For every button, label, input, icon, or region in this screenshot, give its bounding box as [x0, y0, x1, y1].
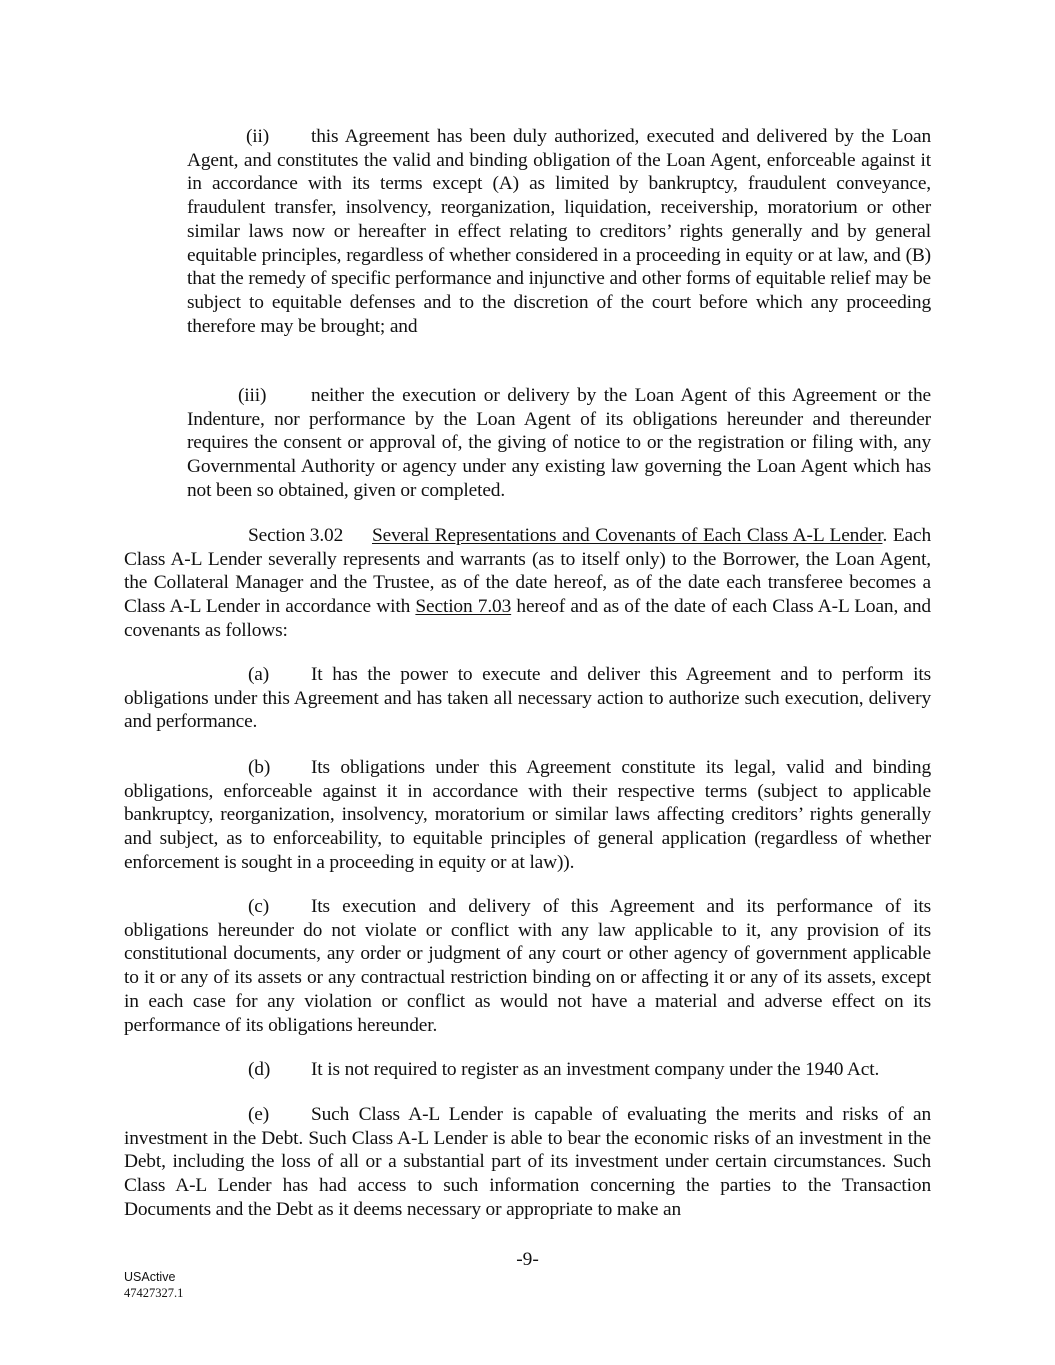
clause-text: Its execution and delivery of this Agreement and its performance of its obligations hereunder do not violate or conflict with any law applicable to it, any provision of its constitutional documents, any order or judgment of any court or other agency of government applicable to it or any of its assets or any contractual restriction binding on or affecting it or any of its assets, except in each case for any violation or conflict as would not have a material and adverse effect on its performance of its obligations hereunder. [124, 896, 931, 1036]
section-number: Section 3.02 [248, 525, 344, 546]
clause-a [124, 663, 931, 734]
clause-text: It has the power to execute and deliver this Agreement and to perform its obligations under this Agreement and has taken all necessary action to authorize such execution, delivery and performance. [124, 664, 931, 733]
clause-text: It is not required to register as an investment company under the 1940 Act. [311, 1059, 880, 1080]
clause-ii [187, 125, 931, 338]
section-3-02 [124, 524, 931, 643]
section-heading: Several Representations and Covenants of Each Class A-L Lender [372, 525, 883, 546]
clause-text: Its obligations under this Agreement constitute its legal, valid and binding obligations, enforceable against it in accordance with their respective terms (subject to applicable bankruptcy, reorganization, insolvency, moratorium or similar laws affecting creditors’ rights generally and subject, as to enforceability, to equitable principles of general application (regardless of whether enforcement is sought in a proceeding in equity or at law)). [124, 757, 931, 873]
clause-text: neither the execution or delivery by the Loan Agent of this Agreement or the Indenture, nor performance by the Loan Agent of its obligations hereunder and thereunder requires the consent or approval of, the giving of notice to or the registration or filing with, any Governmental Authority or agency under any existing law governing the Loan Agent which has not been so obtained, given or completed. [187, 385, 931, 501]
section-heading-period: . [882, 525, 888, 546]
clause-label: (iii) [238, 385, 267, 406]
clause-d [124, 1058, 931, 1082]
clause-label: (b) [248, 757, 271, 778]
section-7-03-reference: Section 7.03 [415, 596, 512, 618]
section-text-continued: hereof and as of the date of each Class A-L Loan, and covenants as follows: [124, 596, 931, 641]
clause-c [124, 895, 931, 1037]
section-text: Each Class A-L Lender severally represents and warrants (as to itself only) to the Borrower, the Loan Agent, the Collateral Manager and the Trustee, as of the date hereof, as of the date each transferee becomes a Class A-L Lender in accordance with [124, 525, 931, 618]
clause-text: this Agreement has been duly authorized, executed and delivered by the Loan Agent, and constitutes the valid and binding obligation of the Loan Agent, enforceable against it in accordance with its terms except (A) as limited by bankruptcy, fraudulent conveyance, fraudulent transfer, insolvency, reorganization, liquidation, receivership, moratorium or other similar laws now or hereafter in effect relating to creditors’ rights generally and by general equitable principles, regardless of whether considered in a proceeding in equity or at law, and (B) that the remedy of specific performance and injunctive and other forms of equitable relief may be subject to equitable defenses and to the discretion of the court before which any proceeding therefore may be brought; and [187, 126, 931, 337]
footer-document-id: 47427327.1 [124, 1286, 184, 1300]
clause-e [124, 1103, 931, 1222]
clause-iii [187, 384, 931, 503]
clause-text: Such Class A-L Lender is capable of evaluating the merits and risks of an investment in the Debt. Such Class A-L Lender is able to bear the economic risks of an investment in the Debt, including the loss of all or a substantial part of its investment under certain circumstances. Such Class A-L Lender has had access to such information concerning the parties to the Transaction Documents and the Debt as it deems necessary or appropriate to make an [124, 1104, 931, 1220]
clause-b [124, 756, 931, 875]
clause-label: (a) [248, 664, 270, 685]
clause-label: (d) [248, 1059, 271, 1080]
footer-tag: USActive [124, 1270, 176, 1284]
clause-label: (e) [248, 1104, 270, 1125]
clause-label: (ii) [246, 126, 270, 147]
page-number: -9- [516, 1249, 539, 1270]
clause-label: (c) [248, 896, 270, 917]
